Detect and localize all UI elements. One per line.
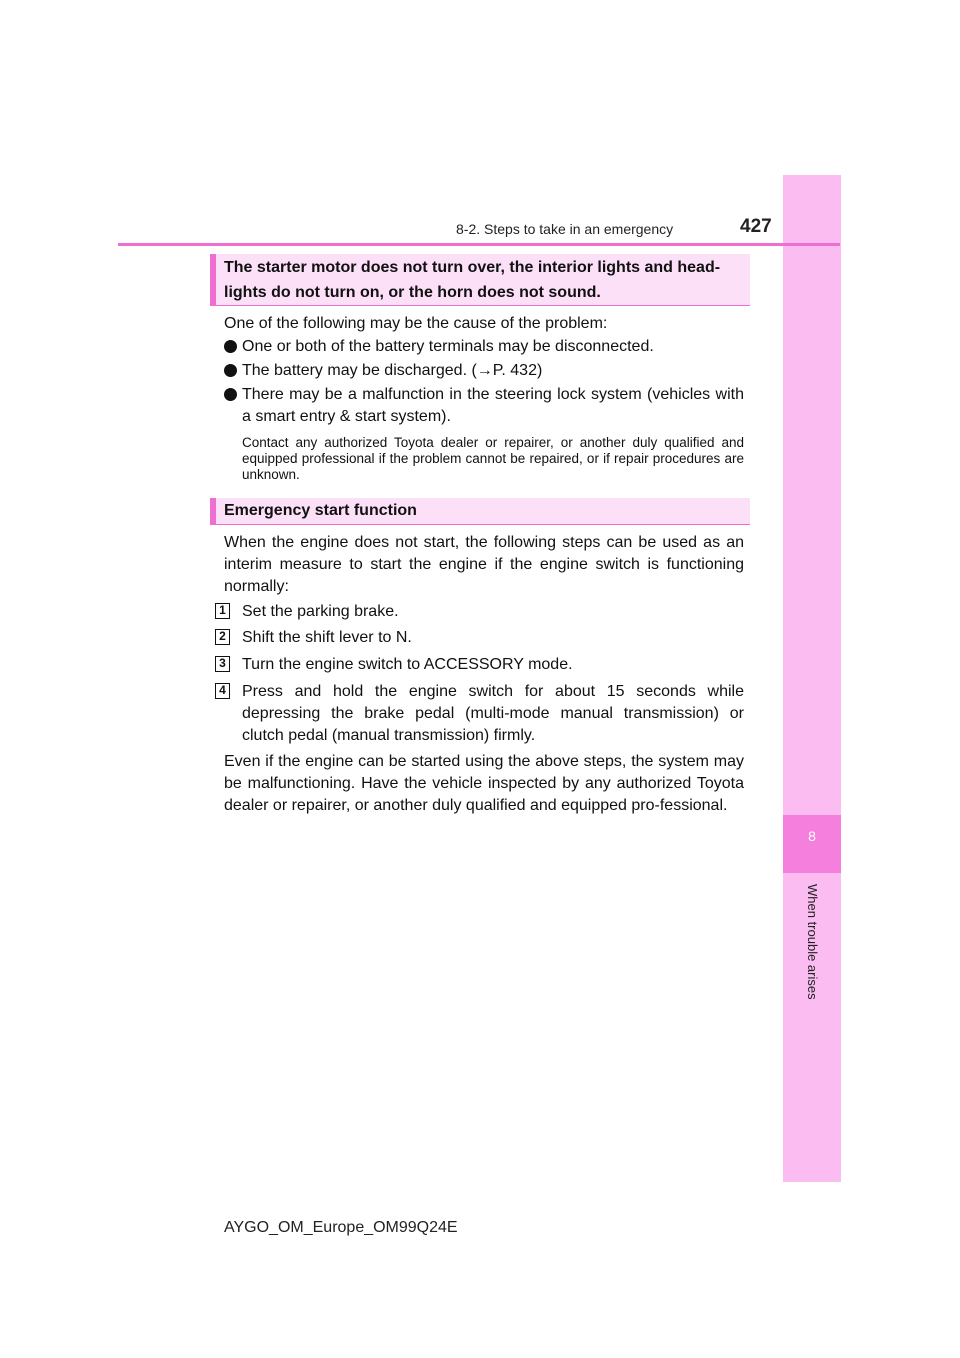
heading-starter-motor-text: The starter motor does not turn over, the interior lights and head-lights do not turn on, or the horn does not sound. xyxy=(224,259,721,301)
bullet-text: One or both of the battery terminals may be disconnected. xyxy=(242,338,654,355)
step-text: Turn the engine switch to ACCESSORY mode. xyxy=(242,656,573,673)
chapter-number: 8 xyxy=(808,828,816,844)
step-text: Shift the shift lever to N. xyxy=(242,629,412,646)
chapter-side-tab xyxy=(783,175,841,1182)
bullet-item xyxy=(224,336,744,358)
bullet-dot-icon xyxy=(224,340,237,353)
step-item xyxy=(215,654,744,676)
section1-note: Contact any authorized Toyota dealer or repairer, or another duly qualified and equipped professional if the problem cannot be repaired, or if repair procedures are unknown. xyxy=(242,435,744,482)
section1-intro: One of the following may be the cause of the problem: xyxy=(224,315,608,332)
section2-closing: Even if the engine can be started using the above steps, the system may be malfunctioning. Have the vehicle inspected by any authorized Toyota dealer or repairer, or another duly qualified and equipped pro-fessional. xyxy=(224,753,744,814)
bullet-item xyxy=(224,384,744,428)
section-label: 8-2. Steps to take in an emergency xyxy=(456,221,674,237)
bullet-dot-icon xyxy=(224,388,237,401)
step-number-badge: 1 xyxy=(215,603,230,619)
chapter-title: When trouble arises xyxy=(805,884,820,1000)
step-number-badge: 3 xyxy=(215,656,230,672)
step-item xyxy=(215,627,744,649)
bullet-text: The battery may be discharged. (→P. 432) xyxy=(242,362,543,379)
bullet-item xyxy=(224,360,744,382)
step-number-badge: 2 xyxy=(215,629,230,645)
step-text: Set the parking brake. xyxy=(242,603,399,620)
footer-doc-id: AYGO_OM_Europe_OM99Q24E xyxy=(224,1219,458,1236)
section2-intro: When the engine does not start, the following steps can be used as an interim measure to start the engine if the engine switch is functioning normally: xyxy=(224,534,744,595)
step-number-badge: 4 xyxy=(215,683,230,699)
heading-emergency-start xyxy=(210,498,750,525)
header-divider xyxy=(118,243,840,246)
bullet-dot-icon xyxy=(224,364,237,377)
chapter-number-box xyxy=(783,815,841,873)
page-number: 427 xyxy=(740,216,772,237)
heading-starter-motor xyxy=(210,254,750,306)
step-item xyxy=(215,601,744,623)
heading-emergency-start-text: Emergency start function xyxy=(224,502,417,519)
step-text: Press and hold the engine switch for about 15 seconds while depressing the brake pedal (multi-mode manual transmission) or clutch pedal (manual transmission) firmly. xyxy=(242,683,744,744)
step-item xyxy=(215,681,744,747)
bullet-text: There may be a malfunction in the steering lock system (vehicles with a smart entry & start system). xyxy=(242,386,744,425)
